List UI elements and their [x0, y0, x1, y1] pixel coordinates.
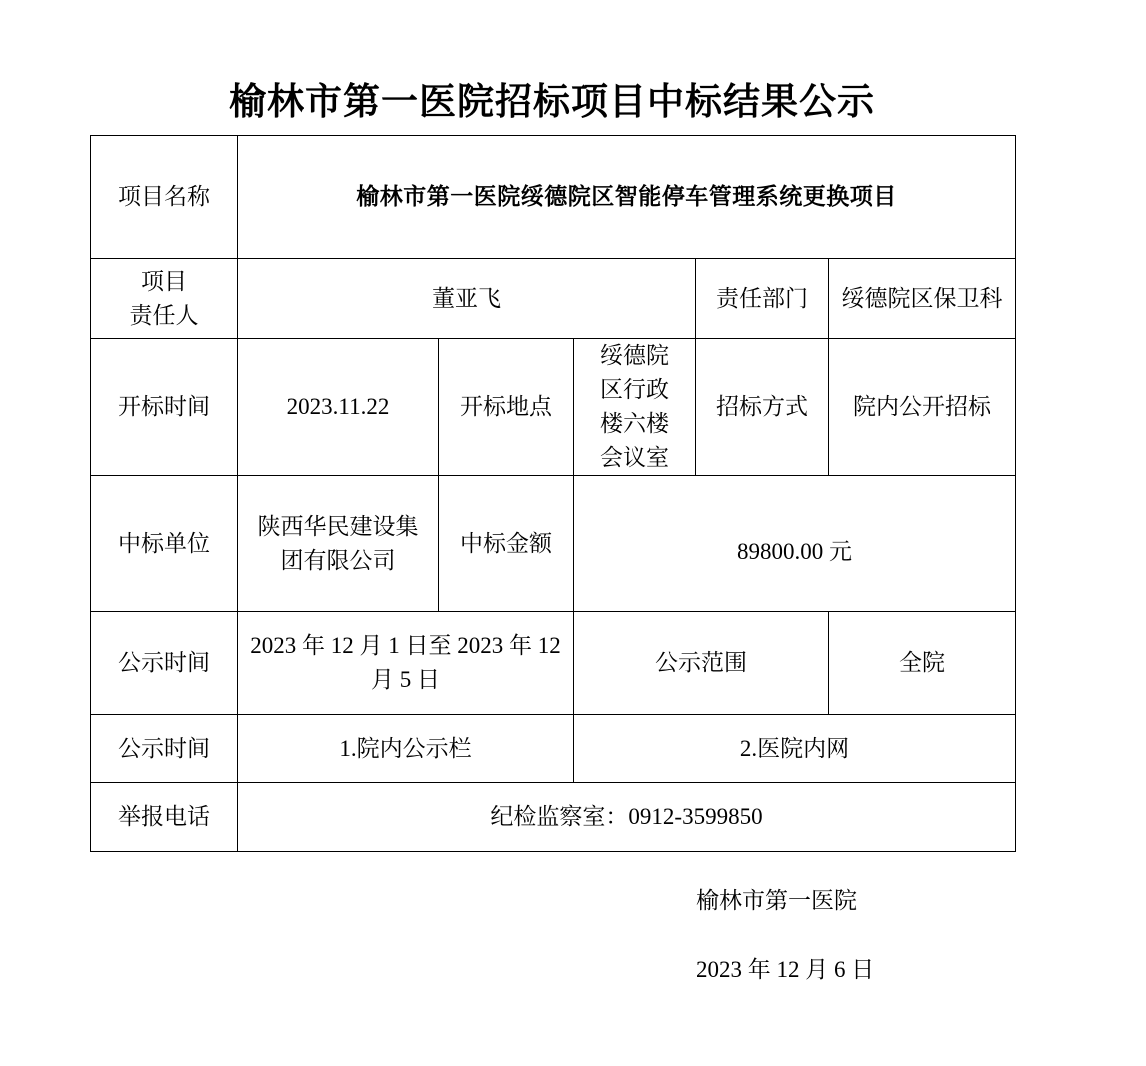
issue-date: 2023 年 12 月 6 日 — [696, 957, 875, 982]
publicity-time-label: 公示时间 — [91, 612, 238, 715]
winner-value: 陕西华民建设集团有限公司 — [238, 476, 439, 612]
table-row — [91, 783, 1016, 852]
responsible-dept-value: 绥德院区保卫科 — [829, 259, 1016, 339]
responsible-dept-label: 责任部门 — [696, 259, 829, 339]
table-row — [91, 136, 1016, 259]
publicity-channel-2: 2.医院内网 — [574, 715, 1016, 783]
report-phone-value: 纪检监察室：0912-3599850 — [238, 783, 1016, 852]
report-phone-label: 举报电话 — [91, 783, 238, 852]
project-name-label: 项目名称 — [91, 136, 238, 259]
responsible-person-label-line2: 责任人 — [129, 302, 199, 329]
responsible-person-label — [91, 259, 238, 339]
bid-open-time-value: 2023.11.22 — [238, 339, 439, 476]
bid-method-value: 院内公开招标 — [829, 339, 1016, 476]
winner-label: 中标单位 — [91, 476, 238, 612]
table-row — [91, 476, 1016, 612]
project-name-value: 榆林市第一医院绥德院区智能停车管理系统更换项目 — [238, 136, 1016, 259]
table-row — [91, 339, 1016, 476]
bid-result-table — [90, 135, 1016, 852]
publicity-scope-value: 全院 — [829, 612, 1016, 715]
publicity-channel-1: 1.院内公示栏 — [238, 715, 574, 783]
publicity-channel-label: 公示时间 — [91, 715, 238, 783]
page-title: 榆林市第一医院招标项目中标结果公示 — [229, 80, 875, 123]
bid-method-label: 招标方式 — [696, 339, 829, 476]
publicity-scope-label: 公示范围 — [574, 612, 829, 715]
table-row — [91, 715, 1016, 783]
responsible-person-value: 董亚飞 — [238, 259, 696, 339]
table-row — [91, 259, 1016, 339]
responsible-person-label-line1: 项目 — [141, 268, 187, 295]
table-row — [91, 612, 1016, 715]
bid-open-place-label: 开标地点 — [439, 339, 574, 476]
amount-label: 中标金额 — [439, 476, 574, 612]
issuing-organization: 榆林市第一医院 — [696, 888, 857, 914]
bid-open-time-label: 开标时间 — [91, 339, 238, 476]
publicity-time-value: 2023 年 12 月 1 日至 2023 年 12 月 5 日 — [238, 612, 574, 715]
bid-open-place-value: 绥德院区行政楼六楼会议室 — [574, 339, 696, 476]
amount-value: 89800.00 元 — [574, 476, 1016, 612]
